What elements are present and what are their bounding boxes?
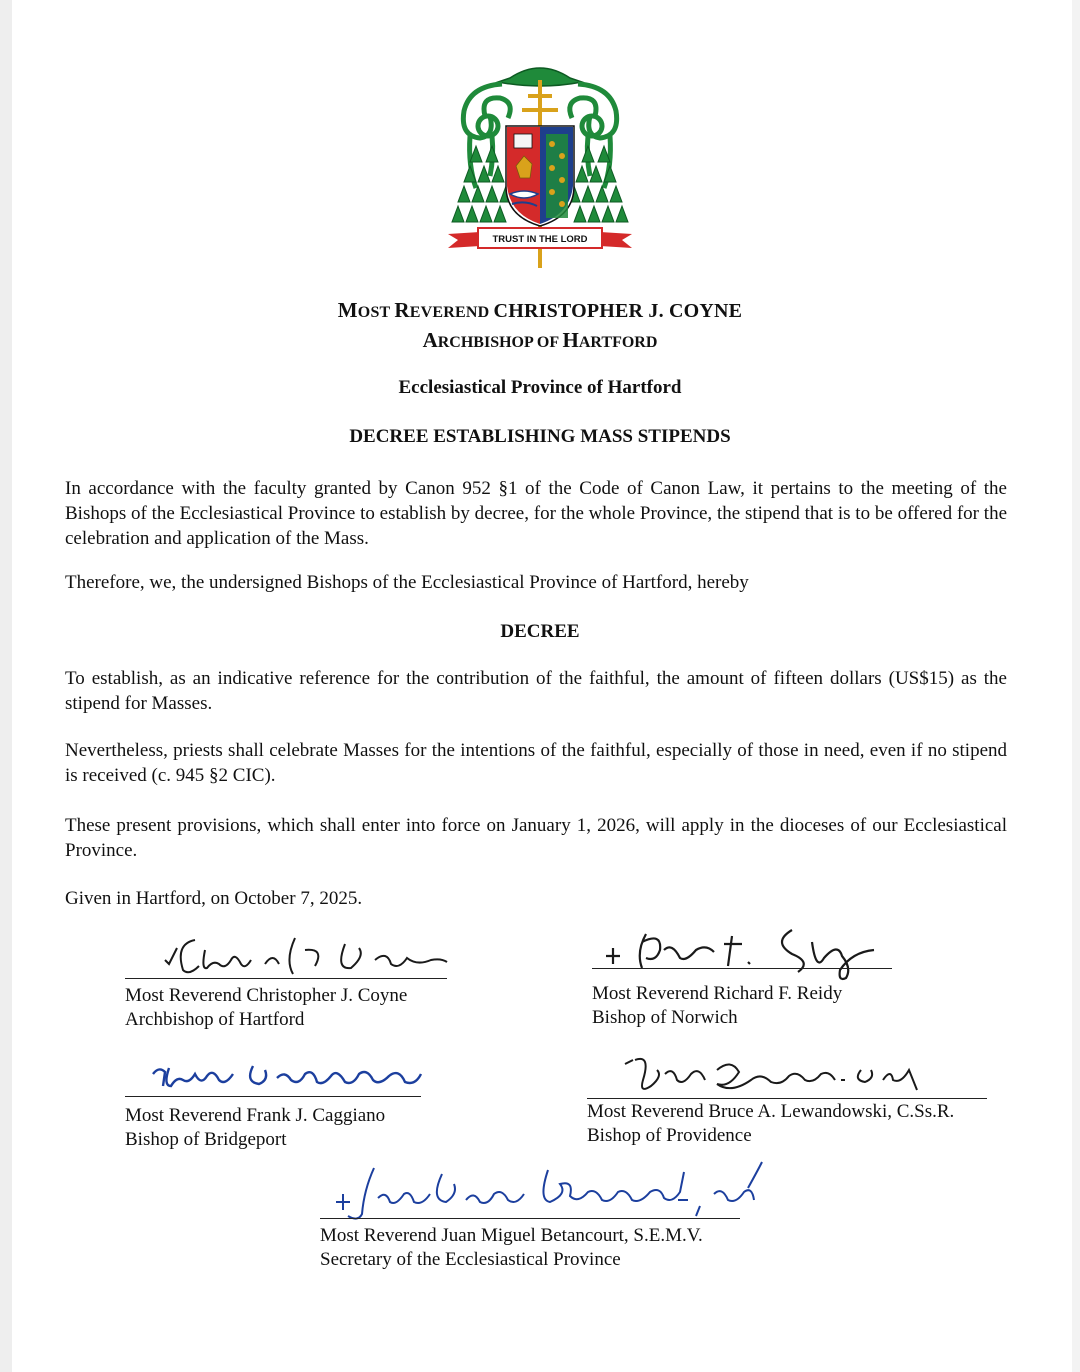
decree-heading: DECREE bbox=[500, 621, 580, 642]
signature-caggiano bbox=[149, 1052, 439, 1092]
signatory-name: Most Reverend Bruce A. Lewandowski, C.Ss.R. bbox=[587, 1101, 955, 1122]
paragraph-therefore: Therefore, we, the undersigned Bishops of the Ecclesiastical Province of Hartford, hereby bbox=[65, 572, 749, 593]
issuer-name: MOST REVEREND CHRISTOPHER J. COYNE bbox=[337, 298, 743, 322]
paragraph-canon: In accordance with the faculty granted by Canon 952 §1 of the Code of Canon Law, it pertains to the meeting of the Bishops of the Ecclesiastical Province to establish by decree, for the whole Province, the stipend that is to be offered for the celebration and application of the Mass. bbox=[65, 478, 1007, 549]
province-heading: Ecclesiastical Province of Hartford bbox=[398, 377, 682, 398]
signature-block-betancourt bbox=[320, 1160, 800, 1270]
signatory-name: Most Reverend Richard F. Reidy bbox=[592, 983, 843, 1004]
paragraph-nevertheless: Nevertheless, priests shall celebrate Masses for the intentions of the faithful, especially of those in need, even if no stipend is received (c. 945 §2 CIC). bbox=[65, 740, 1007, 786]
signature-lewandowski bbox=[621, 1050, 921, 1096]
signature-reidy bbox=[602, 922, 892, 978]
signatory-name: Most Reverend Christopher J. Coyne bbox=[125, 985, 408, 1006]
signatory-role: Archbishop of Hartford bbox=[125, 1009, 305, 1030]
signature-block-lewandowski bbox=[587, 1050, 1007, 1160]
signatory-role: Bishop of Bridgeport bbox=[125, 1129, 287, 1150]
signatory-name: Most Reverend Juan Miguel Betancourt, S.E.M.V. bbox=[320, 1225, 703, 1246]
signature-betancourt bbox=[334, 1160, 764, 1222]
decree-title: DECREE ESTABLISHING MASS STIPENDS bbox=[349, 426, 731, 447]
paragraph-provisions: These present provisions, which shall enter into force on January 1, 2026, will apply in the dioceses of our Ecclesiastical Province. bbox=[65, 815, 1007, 861]
signature-block-reidy bbox=[592, 922, 912, 1032]
motto-text: TRUST IN THE LORD bbox=[492, 234, 588, 245]
signature-coyne bbox=[155, 930, 475, 980]
given-line: Given in Hartford, on October 7, 2025. bbox=[65, 888, 363, 909]
scan-right-edge bbox=[1072, 0, 1080, 1372]
signatory-role: Bishop of Norwich bbox=[592, 1007, 738, 1028]
issuer-title: ARCHBISHOP OF HARTFORD bbox=[422, 328, 658, 352]
signature-block-caggiano bbox=[125, 1052, 445, 1162]
coat-of-arms bbox=[440, 56, 640, 272]
signatory-role: Bishop of Providence bbox=[587, 1125, 752, 1146]
signatory-name: Most Reverend Frank J. Caggiano bbox=[125, 1105, 386, 1126]
signatory-role: Secretary of the Ecclesiastical Province bbox=[320, 1249, 621, 1270]
scan-left-edge bbox=[0, 0, 12, 1372]
signature-block-coyne bbox=[125, 930, 455, 1040]
paragraph-amount: To establish, as an indicative reference for the contribution of the faithful, the amount of fifteen dollars (US$15) as the stipend for Masses. bbox=[65, 668, 1007, 714]
